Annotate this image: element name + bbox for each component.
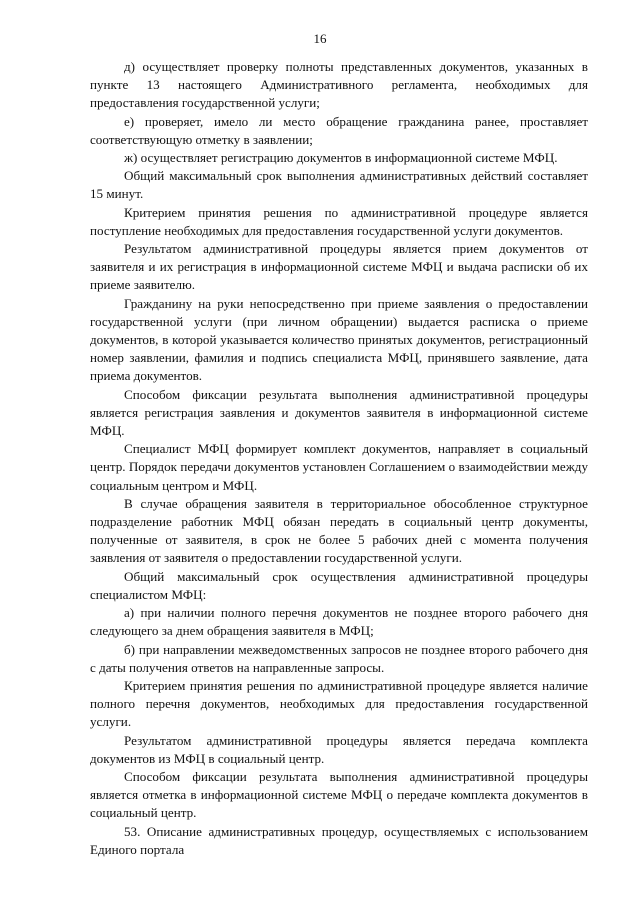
paragraph-item-zh: ж) осуществляет регистрацию документов в информационной системе МФЦ.: [124, 150, 558, 166]
paragraph-max-time: Общий максимальный срок выполнения административных действий составляет 15 минут.: [90, 168, 588, 202]
paragraph-item-d: д) осуществляет проверку полноты представленных документов, указанных в пункте 13 настоящего Административного регламента, необходимых для предоставления государственной услуги;: [90, 59, 588, 111]
paragraph-mfc-max-time: Общий максимальный срок осуществления административной процедуры специалистом МФЦ:: [90, 568, 588, 602]
paragraph-procedure-result-2: Результатом административной процедуры является передача комплекта документов из МФЦ в социальный центр.: [90, 732, 588, 766]
document-body: [90, 58, 588, 859]
section-heading-53: 53. Описание административных процедур, осуществляемых с использованием Единого портала: [90, 823, 588, 857]
paragraph-item-b: б) при направлении межведомственных запросов не позднее второго рабочего дня с даты получения ответов на направленные запросы.: [90, 641, 588, 675]
paragraph-fixation-method: Способом фиксации результата выполнения административной процедуры является регистрация заявления и документов заявителя в информационной системе МФЦ.: [90, 386, 588, 439]
paragraph-document-package: Специалист МФЦ формирует комплект документов, направляет в социальный центр. Порядок передачи документов установлен Соглашением о взаимодействии между социальным центром и МФЦ.: [90, 441, 588, 493]
paragraph-item-a: а) при наличии полного перечня документов не позднее второго рабочего дня следующего за днем обращения заявителя в МФЦ;: [90, 605, 588, 639]
paragraph-procedure-result: Результатом административной процедуры является прием документов от заявителя и их регистрация в информационной системе МФЦ и выдача расписки об их приеме заявителю.: [90, 241, 588, 293]
paragraph-decision-criterion-2: Критерием принятия решения по административной процедуре является наличие полного перечня документов, необходимых для предоставления государственной услуги.: [90, 677, 588, 730]
paragraph-item-e: е) проверяет, имело ли место обращение гражданина ранее, проставляет соответствующую отметку в заявлении;: [90, 113, 588, 147]
paragraph-receipt: Гражданину на руки непосредственно при приеме заявления о предоставлении государственной услуги (при личном обращении) выдается расписка о приеме документов, в которой указывается количество принятых документов, регистрационный номер заявлении, фамилия и подпись специалиста МФЦ, принявшего заявление, дата приема документов.: [90, 295, 588, 384]
paragraph-decision-criterion: Критерием принятия решения по административной процедуре является поступление необходимых для предоставления государственной услуги документов.: [90, 204, 588, 238]
page-number: 16: [313, 31, 327, 46]
paragraph-territorial-unit: В случае обращения заявителя в территориальное обособленное структурное подразделение работник МФЦ обязан передать в социальный центр документы, полученные от заявителя, в срок не более 5 рабочих дней с момента получения заявления от заявителя о предоставлении государственной услуги.: [90, 495, 588, 566]
paragraph-fixation-method-2: Способом фиксации результата выполнения административной процедуры является отметка в информационной системе МФЦ о передаче комплекта документов в социальный центр.: [90, 768, 588, 821]
